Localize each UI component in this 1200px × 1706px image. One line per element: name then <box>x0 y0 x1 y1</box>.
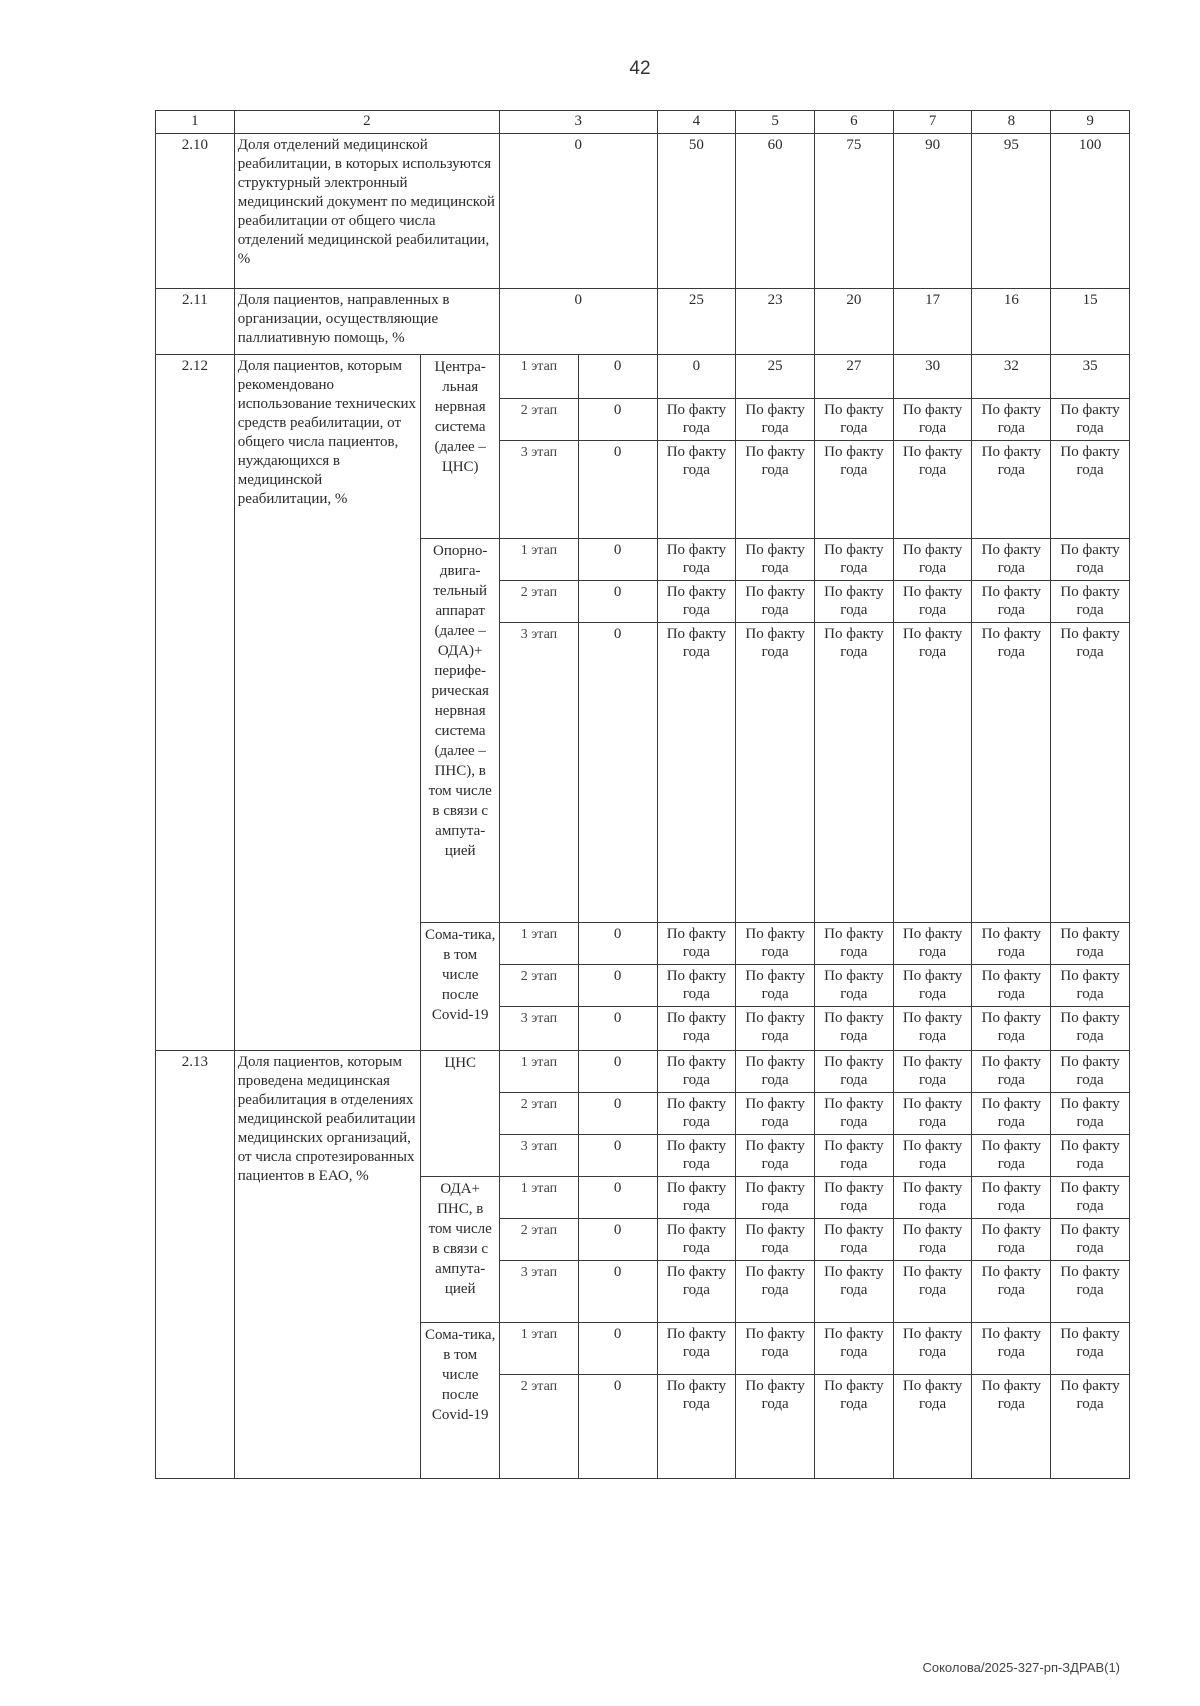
fact-cell: По факту года <box>736 1093 815 1135</box>
fact-cell: По факту года <box>1051 1177 1130 1219</box>
indicator-description: Доля отделений медицинской реабилитации, в которых используются структурный электронный медицинский документ по медицинской реабилитации от общего числа отделений медицинской реабилитации, % <box>234 134 499 289</box>
fact-cell: По факту года <box>815 1007 894 1051</box>
fact-cell: По факту года <box>657 923 736 965</box>
fact-cell: По факту года <box>736 1177 815 1219</box>
value-cell: 16 <box>972 289 1051 355</box>
category-label: ЦНС <box>421 1051 500 1177</box>
stage-label: 1 этап <box>500 1177 579 1219</box>
base-value: 0 <box>500 289 657 355</box>
indicator-description: Доля пациентов, которым проведена медицинская реабилитация в отделениях медицинской реабилитации медицинских организаций, от числа спротезированных пациентов в ЕАО, % <box>234 1051 421 1479</box>
value-cell: 27 <box>815 355 894 399</box>
header-cell: 9 <box>1051 111 1130 134</box>
fact-cell: По факту года <box>815 1051 894 1093</box>
header-cell: 8 <box>972 111 1051 134</box>
table-row <box>156 134 1130 289</box>
base-value: 0 <box>578 1007 657 1051</box>
fact-cell: По факту года <box>736 1261 815 1323</box>
fact-cell: По факту года <box>893 1323 972 1375</box>
fact-cell: По факту года <box>893 441 972 539</box>
fact-cell: По факту года <box>1051 441 1130 539</box>
category-label: Опорно-двига-тельный аппарат (далее – ОДА)+ перифе-рическая нервная система (далее – ПНС), в том числе в связи с ампута-цией <box>421 539 500 923</box>
document-footer: Соколова/2025-327-рп-ЗДРАВ(1) <box>922 1660 1120 1675</box>
fact-cell: По факту года <box>657 965 736 1007</box>
fact-cell: По факту года <box>815 1093 894 1135</box>
category-label: ОДА+ ПНС, в том числе в связи с ампута-цией <box>421 1177 500 1323</box>
fact-cell: По факту года <box>815 581 894 623</box>
value-cell: 75 <box>815 134 894 289</box>
value-cell: 15 <box>1051 289 1130 355</box>
stage-label: 3 этап <box>500 441 579 539</box>
header-cell: 5 <box>736 111 815 134</box>
fact-cell: По факту года <box>893 623 972 923</box>
base-value: 0 <box>578 1177 657 1219</box>
fact-cell: По факту года <box>1051 1051 1130 1093</box>
fact-cell: По факту года <box>972 1177 1051 1219</box>
fact-cell: По факту года <box>1051 1007 1130 1051</box>
header-cell: 7 <box>893 111 972 134</box>
category-label: Сома-тика, в том числе после Covid-19 <box>421 1323 500 1479</box>
fact-cell: По факту года <box>893 1135 972 1177</box>
value-cell: 95 <box>972 134 1051 289</box>
value-cell: 35 <box>1051 355 1130 399</box>
fact-cell: По факту года <box>815 1177 894 1219</box>
fact-cell: По факту года <box>972 1219 1051 1261</box>
indicator-description: Доля пациентов, направленных в организации, осуществляющие паллиативную помощь, % <box>234 289 499 355</box>
fact-cell: По факту года <box>815 539 894 581</box>
value-cell: 50 <box>657 134 736 289</box>
base-value: 0 <box>500 134 657 289</box>
fact-cell: По факту года <box>815 965 894 1007</box>
fact-cell: По факту года <box>893 1051 972 1093</box>
fact-cell: По факту года <box>815 923 894 965</box>
fact-cell: По факту года <box>815 441 894 539</box>
fact-cell: По факту года <box>972 441 1051 539</box>
table-row <box>156 289 1130 355</box>
stage-label: 3 этап <box>500 1007 579 1051</box>
value-cell: 23 <box>736 289 815 355</box>
fact-cell: По факту года <box>1051 1135 1130 1177</box>
fact-cell: По факту года <box>736 1135 815 1177</box>
fact-cell: По факту года <box>1051 1093 1130 1135</box>
fact-cell: По факту года <box>972 1093 1051 1135</box>
fact-cell: По факту года <box>1051 623 1130 923</box>
fact-cell: По факту года <box>972 1261 1051 1323</box>
header-cell: 1 <box>156 111 235 134</box>
fact-cell: По факту года <box>972 623 1051 923</box>
fact-cell: По факту года <box>657 1323 736 1375</box>
fact-cell: По факту года <box>972 923 1051 965</box>
base-value: 0 <box>578 1219 657 1261</box>
fact-cell: По факту года <box>972 399 1051 441</box>
fact-cell: По факту года <box>736 623 815 923</box>
stage-label: 3 этап <box>500 1135 579 1177</box>
table-header-row <box>156 111 1130 134</box>
fact-cell: По факту года <box>972 539 1051 581</box>
row-number: 2.10 <box>156 134 235 289</box>
fact-cell: По факту года <box>736 1375 815 1479</box>
fact-cell: По факту года <box>1051 1323 1130 1375</box>
fact-cell: По факту года <box>972 965 1051 1007</box>
fact-cell: По факту года <box>736 1051 815 1093</box>
fact-cell: По факту года <box>1051 1219 1130 1261</box>
fact-cell: По факту года <box>893 923 972 965</box>
fact-cell: По факту года <box>1051 399 1130 441</box>
fact-cell: По факту года <box>736 441 815 539</box>
header-cell: 6 <box>815 111 894 134</box>
indicators-table <box>155 110 1130 1479</box>
stage-label: 2 этап <box>500 1375 579 1479</box>
fact-cell: По факту года <box>657 1051 736 1093</box>
row-number: 2.13 <box>156 1051 235 1479</box>
fact-cell: По факту года <box>972 581 1051 623</box>
row-number: 2.11 <box>156 289 235 355</box>
stage-label: 2 этап <box>500 399 579 441</box>
page-number: 42 <box>629 58 651 79</box>
stage-label: 1 этап <box>500 1323 579 1375</box>
base-value: 0 <box>578 1093 657 1135</box>
fact-cell: По факту года <box>657 1177 736 1219</box>
stage-label: 3 этап <box>500 623 579 923</box>
fact-cell: По факту года <box>815 1375 894 1479</box>
base-value: 0 <box>578 1261 657 1323</box>
base-value: 0 <box>578 623 657 923</box>
fact-cell: По факту года <box>815 1135 894 1177</box>
fact-cell: По факту года <box>736 581 815 623</box>
fact-cell: По факту года <box>657 623 736 923</box>
base-value: 0 <box>578 923 657 965</box>
fact-cell: По факту года <box>736 965 815 1007</box>
value-cell: 25 <box>657 289 736 355</box>
fact-cell: По факту года <box>657 1261 736 1323</box>
fact-cell: По факту года <box>893 1375 972 1479</box>
fact-cell: По факту года <box>657 1093 736 1135</box>
header-cell: 3 <box>500 111 657 134</box>
fact-cell: По факту года <box>893 1219 972 1261</box>
fact-cell: По факту года <box>736 1007 815 1051</box>
base-value: 0 <box>578 539 657 581</box>
stage-label: 1 этап <box>500 923 579 965</box>
value-cell: 17 <box>893 289 972 355</box>
stage-label: 1 этап <box>500 1051 579 1093</box>
fact-cell: По факту года <box>972 1375 1051 1479</box>
fact-cell: По факту года <box>657 1007 736 1051</box>
fact-cell: По факту года <box>736 539 815 581</box>
fact-cell: По факту года <box>893 399 972 441</box>
fact-cell: По факту года <box>736 1219 815 1261</box>
fact-cell: По факту года <box>815 399 894 441</box>
header-cell: 4 <box>657 111 736 134</box>
fact-cell: По факту года <box>972 1007 1051 1051</box>
fact-cell: По факту года <box>1051 581 1130 623</box>
fact-cell: По факту года <box>972 1135 1051 1177</box>
fact-cell: По факту года <box>893 1093 972 1135</box>
stage-label: 2 этап <box>500 1219 579 1261</box>
fact-cell: По факту года <box>657 1219 736 1261</box>
fact-cell: По факту года <box>657 1135 736 1177</box>
fact-cell: По факту года <box>972 1051 1051 1093</box>
value-cell: 20 <box>815 289 894 355</box>
base-value: 0 <box>578 441 657 539</box>
stage-label: 1 этап <box>500 539 579 581</box>
base-value: 0 <box>578 1323 657 1375</box>
base-value: 0 <box>578 1051 657 1093</box>
value-cell: 32 <box>972 355 1051 399</box>
base-value: 0 <box>578 399 657 441</box>
fact-cell: По факту года <box>1051 923 1130 965</box>
fact-cell: По факту года <box>893 1261 972 1323</box>
fact-cell: По факту года <box>815 1323 894 1375</box>
fact-cell: По факту года <box>893 965 972 1007</box>
stage-label: 3 этап <box>500 1261 579 1323</box>
value-cell: 0 <box>657 355 736 399</box>
base-value: 0 <box>578 355 657 399</box>
fact-cell: По факту года <box>972 1323 1051 1375</box>
value-cell: 90 <box>893 134 972 289</box>
base-value: 0 <box>578 1375 657 1479</box>
indicator-description: Доля пациентов, которым рекомендовано использование технических средств реабилитации, от общего числа пациентов, нуждающихся в медицинской реабилитации, % <box>234 355 421 1051</box>
fact-cell: По факту года <box>893 1007 972 1051</box>
stage-label: 2 этап <box>500 1093 579 1135</box>
table-row <box>156 355 1130 399</box>
table-row <box>156 1051 1130 1093</box>
fact-cell: По факту года <box>736 399 815 441</box>
base-value: 0 <box>578 965 657 1007</box>
fact-cell: По факту года <box>893 1177 972 1219</box>
fact-cell: По факту года <box>657 1375 736 1479</box>
fact-cell: По факту года <box>736 923 815 965</box>
fact-cell: По факту года <box>815 1219 894 1261</box>
row-number: 2.12 <box>156 355 235 1051</box>
value-cell: 25 <box>736 355 815 399</box>
fact-cell: По факту года <box>1051 965 1130 1007</box>
fact-cell: По факту года <box>657 441 736 539</box>
fact-cell: По факту года <box>657 399 736 441</box>
fact-cell: По факту года <box>657 581 736 623</box>
stage-label: 2 этап <box>500 965 579 1007</box>
category-label: Сома-тика, в том числе после Covid-19 <box>421 923 500 1051</box>
fact-cell: По факту года <box>815 623 894 923</box>
fact-cell: По факту года <box>893 539 972 581</box>
value-cell: 60 <box>736 134 815 289</box>
value-cell: 100 <box>1051 134 1130 289</box>
value-cell: 30 <box>893 355 972 399</box>
fact-cell: По факту года <box>1051 539 1130 581</box>
fact-cell: По факту года <box>893 581 972 623</box>
stage-label: 2 этап <box>500 581 579 623</box>
header-cell: 2 <box>234 111 499 134</box>
fact-cell: По факту года <box>1051 1261 1130 1323</box>
stage-label: 1 этап <box>500 355 579 399</box>
fact-cell: По факту года <box>736 1323 815 1375</box>
fact-cell: По факту года <box>1051 1375 1130 1479</box>
fact-cell: По факту года <box>815 1261 894 1323</box>
category-label: Центра-льная нервная система (далее – ЦНС) <box>421 355 500 539</box>
base-value: 0 <box>578 1135 657 1177</box>
base-value: 0 <box>578 581 657 623</box>
fact-cell: По факту года <box>657 539 736 581</box>
